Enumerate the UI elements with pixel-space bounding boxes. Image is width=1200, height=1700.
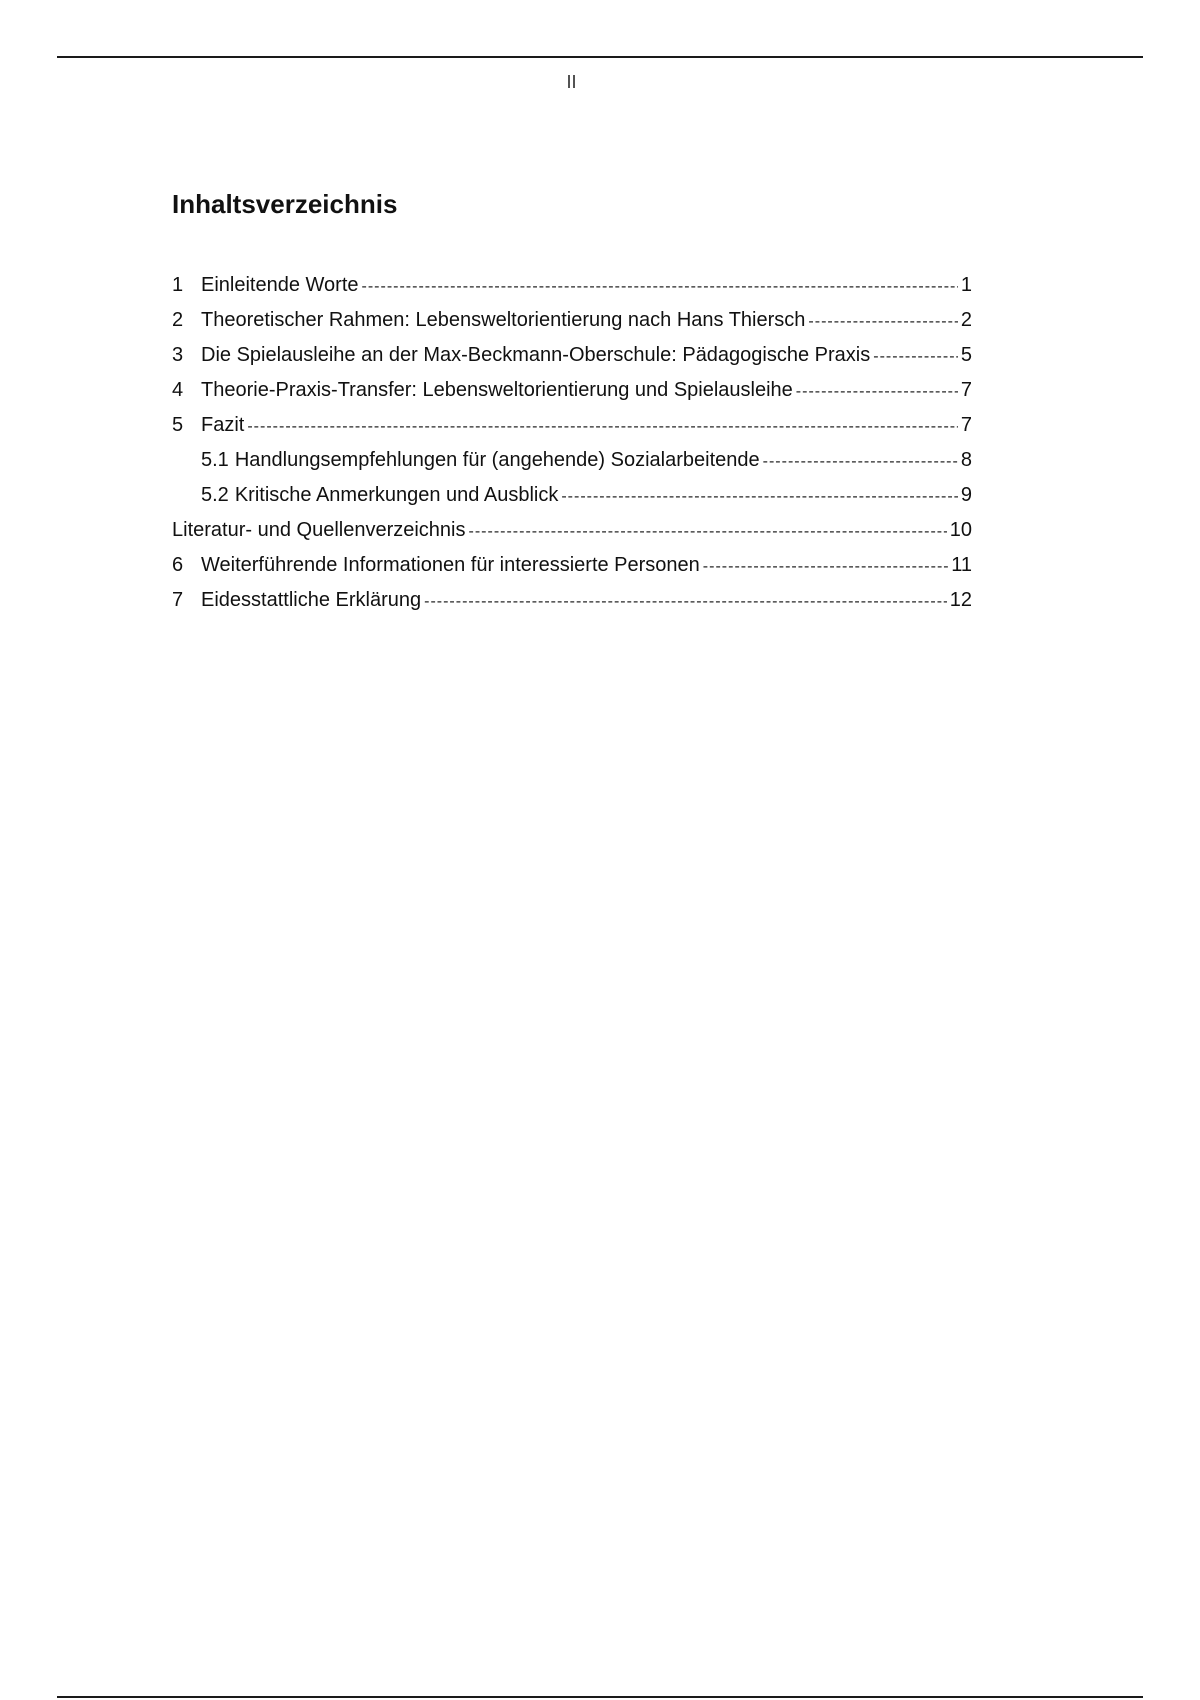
toc-entry-page: 1 bbox=[960, 274, 972, 296]
toc-dot-leader bbox=[561, 484, 958, 510]
toc-entry[interactable] bbox=[172, 272, 972, 307]
table-of-contents bbox=[172, 272, 972, 622]
toc-entry-title: Literatur- und Quellenverzeichnis bbox=[172, 519, 466, 541]
toc-entry-page: 10 bbox=[949, 519, 972, 541]
toc-entry-title: Weiterführende Informationen für interessierte Personen bbox=[201, 554, 700, 576]
toc-title: Inhaltsverzeichnis bbox=[172, 189, 398, 219]
toc-entry-title: Theorie-Praxis-Transfer: Lebensweltorientierung und Spielausleihe bbox=[201, 379, 793, 401]
toc-dot-leader bbox=[469, 519, 947, 545]
toc-entry-number: 5 bbox=[172, 414, 184, 436]
toc-entry-number: 3 bbox=[172, 344, 184, 366]
toc-entry-number: 7 bbox=[172, 589, 184, 611]
toc-entry-title: Fazit bbox=[201, 414, 245, 436]
toc-entry[interactable] bbox=[172, 552, 972, 587]
toc-entry-number: 1 bbox=[172, 274, 184, 296]
toc-entry-number: 5.2 bbox=[201, 484, 229, 506]
toc-entry-title: Theoretischer Rahmen: Lebensweltorientierung nach Hans Thiersch bbox=[201, 309, 806, 331]
page-number: II bbox=[566, 72, 577, 92]
toc-entry-title: Handlungsempfehlungen für (angehende) Sozialarbeitende bbox=[234, 449, 760, 471]
toc-entry-title: Einleitende Worte bbox=[201, 274, 359, 296]
toc-entry[interactable] bbox=[172, 307, 972, 342]
toc-dot-leader bbox=[763, 449, 958, 475]
toc-dot-leader bbox=[703, 554, 948, 580]
toc-entry-page: 12 bbox=[949, 589, 972, 611]
toc-entry-page: 9 bbox=[960, 484, 972, 506]
toc-entry-page: 5 bbox=[960, 344, 972, 366]
toc-entry-page: 11 bbox=[951, 554, 972, 576]
toc-dot-leader bbox=[808, 309, 957, 335]
toc-entry-number: 5.1 bbox=[201, 449, 229, 471]
toc-entry-number: 4 bbox=[172, 379, 184, 401]
toc-subentry[interactable] bbox=[172, 482, 972, 517]
toc-dot-leader bbox=[247, 414, 958, 440]
toc-entry[interactable] bbox=[172, 587, 972, 622]
toc-entry[interactable] bbox=[172, 342, 972, 377]
toc-entry-page: 7 bbox=[960, 414, 972, 436]
toc-entry[interactable] bbox=[172, 517, 972, 552]
toc-entry-title: Eidesstattliche Erklärung bbox=[201, 589, 422, 611]
toc-entry-title: Die Spielausleihe an der Max-Beckmann-Oberschule: Pädagogische Praxis bbox=[201, 344, 871, 366]
toc-dot-leader bbox=[362, 274, 958, 300]
toc-subentry[interactable] bbox=[172, 447, 972, 482]
toc-entry[interactable] bbox=[172, 377, 972, 412]
toc-dot-leader bbox=[796, 379, 958, 405]
header-rule bbox=[57, 56, 1143, 58]
toc-dot-leader bbox=[873, 344, 958, 370]
toc-entry-page: 8 bbox=[960, 449, 972, 471]
toc-entry-number: 6 bbox=[172, 554, 184, 576]
toc-entry-page: 2 bbox=[960, 309, 972, 331]
toc-entry[interactable] bbox=[172, 412, 972, 447]
footer-rule bbox=[57, 1696, 1143, 1698]
toc-entry-number: 2 bbox=[172, 309, 184, 331]
toc-dot-leader bbox=[424, 589, 947, 615]
toc-entry-page: 7 bbox=[960, 379, 972, 401]
toc-entry-title: Kritische Anmerkungen und Ausblick bbox=[234, 484, 559, 506]
